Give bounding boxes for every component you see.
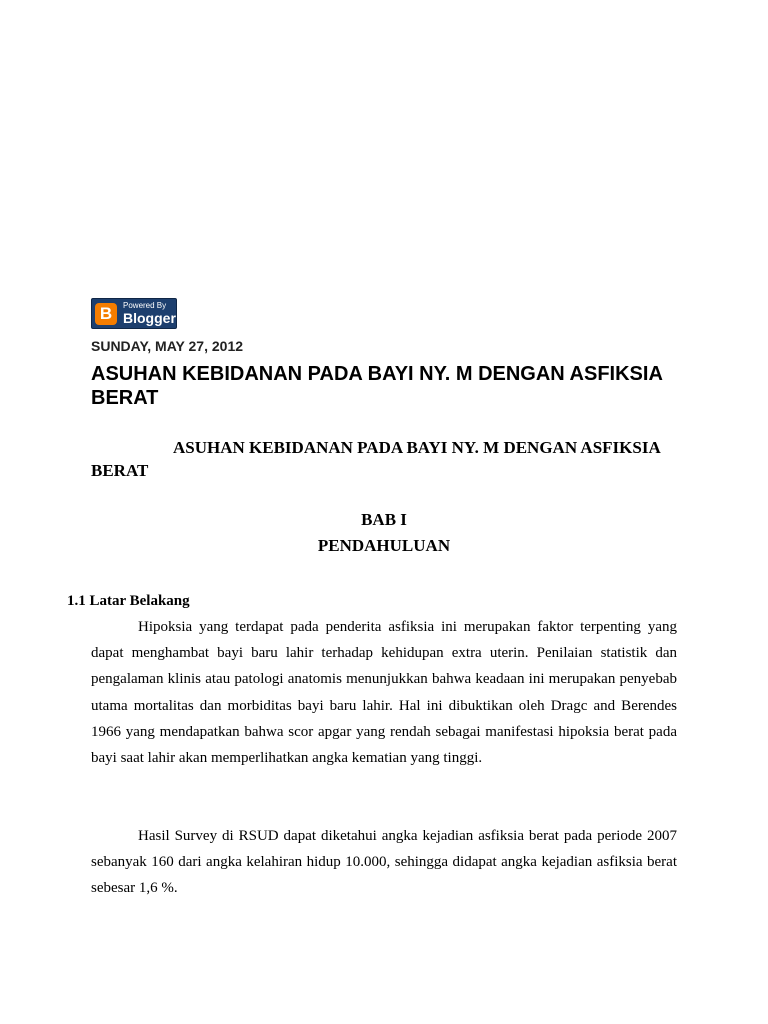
document-title: ASUHAN KEBIDANAN PADA BAYI NY. M DENGAN ASFIKSIA BERAT: [91, 438, 660, 480]
section-heading: 1.1 Latar Belakang: [67, 593, 190, 609]
powered-by-blogger-badge[interactable]: [91, 298, 177, 329]
badge-powered-by-text: Powered By: [123, 301, 167, 310]
paragraph-1: Hipoksia yang terdapat pada penderita asfiksia ini merupakan faktor terpenting yang dapat menghambat bayi baru lahir terhadap kehidupan extra uterin. Penilaian statistik dan pengalaman klinis atau patologi anatomis menunjukkan bahwa keadaan ini merupakan penyebab utama mortalitas dan morbiditas bayi baru lahir. Hal ini dibuktikan oleh Dragc and Berendes 1966 yang mendapatkan bahwa scor apgar yang rendah sebagai manifestasi hipoksia berat pada bayi saat lahir akan memperlihatkan angka kematian yang tinggi.: [91, 619, 677, 767]
chapter-title: PENDAHULUAN: [317, 536, 451, 555]
post-title[interactable]: ASUHAN KEBIDANAN PADA BAYI NY. M DENGAN ASFIKSIA BERAT: [91, 363, 663, 409]
badge-blogger-text: Blogger: [123, 310, 176, 326]
chapter-number: BAB I: [361, 510, 407, 529]
post-date: SUNDAY, MAY 27, 2012: [91, 338, 244, 354]
blogger-icon: B: [95, 303, 117, 325]
paragraph-2: Hasil Survey di RSUD dapat diketahui angka kejadian asfiksia berat pada periode 2007 sebanyak 160 dari angka kelahiran hidup 10.000, sehingga didapat angka kejadian asfiksia berat sebesar 1,6 %.: [91, 828, 677, 897]
